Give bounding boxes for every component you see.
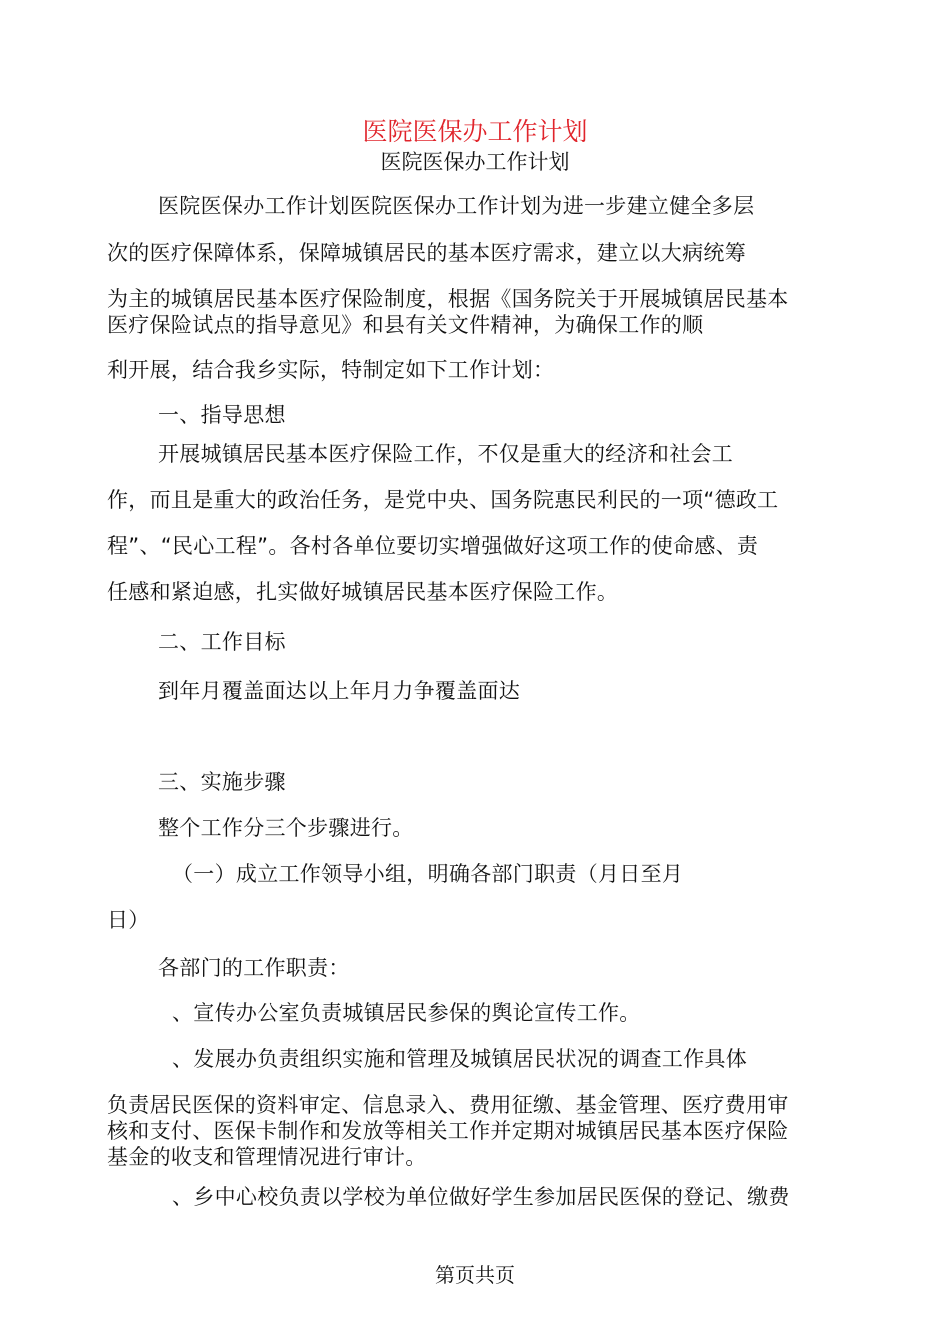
paragraph-line: 到年月覆盖面达以上年月力争覆盖面达 [158,679,521,703]
section-heading: 一、指导思想 [158,403,286,427]
paragraph-line: 日） [107,908,150,932]
paragraph-line: 各部门的工作职责： [158,956,350,980]
paragraph-line: 负责居民医保的资料审定、信息录入、费用征缴、基金管理、医疗费用审 [107,1093,789,1117]
intro-line: 次的医疗保障体系，保障城镇居民的基本医疗需求，建立以大病统筹 [107,241,746,265]
intro-line: 医疗保险试点的指导意见》和县有关文件精神，为确保工作的顺 [107,313,704,337]
paragraph-line: 整个工作分三个步骤进行。 [158,816,414,840]
intro-line: 为主的城镇居民基本医疗保险制度，根据《国务院关于开展城镇居民基本 [107,287,789,311]
page-footer: 第页共页 [435,1263,515,1287]
paragraph-line: （一）成立工作领导小组，明确各部门职责（月日至月 [172,862,684,886]
paragraph-line: 作，而且是重大的政治任务，是党中央、国务院惠民利民的一项“德政工 [107,488,779,512]
intro-line: 利开展，结合我乡实际，特制定如下工作计划： [107,358,555,382]
paragraph-line: 开展城镇居民基本医疗保险工作，不仅是重大的经济和社会工 [158,442,734,466]
paragraph-line: 、发展办负责组织实施和管理及城镇居民状况的调查工作具体 [172,1047,748,1071]
paragraph-line: 程”、“民心工程”。各村各单位要切实增强做好这项工作的使命感、责 [107,534,759,558]
paragraph-line: 核和支付、医保卡制作和发放等相关工作并定期对城镇居民基本医疗保险 [107,1119,789,1143]
document-title: 医院医保办工作计划 [362,117,588,146]
paragraph-line: 、乡中心校负责以学校为单位做好学生参加居民医保的登记、缴费 [172,1185,790,1209]
document-subtitle: 医院医保办工作计划 [380,150,570,174]
section-heading: 三、实施步骤 [158,770,286,794]
section-heading: 二、工作目标 [158,630,286,654]
intro-line: 医院医保办工作计划医院医保办工作计划为进一步建立健全多层 [158,194,755,218]
paragraph-line: 任感和紧迫感，扎实做好城镇居民基本医疗保险工作。 [107,580,619,604]
paragraph-line: 基金的收支和管理情况进行审计。 [107,1145,427,1169]
paragraph-line: 、宣传办公室负责城镇居民参保的舆论宣传工作。 [172,1001,641,1025]
